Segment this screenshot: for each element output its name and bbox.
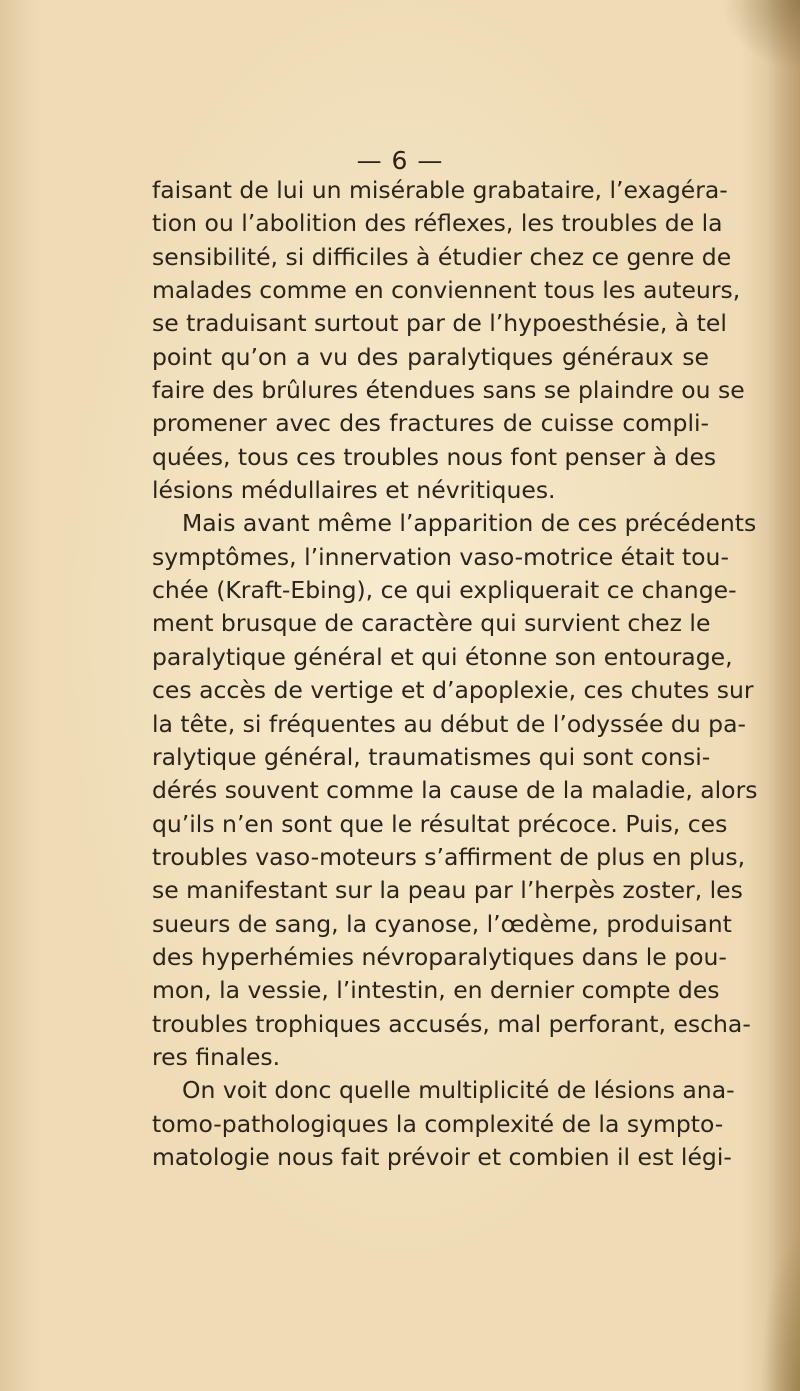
page-corner-stain-bottom [760, 1231, 800, 1391]
text-line: tion ou l’abolition des réflexes, les troubles de la [152, 209, 723, 238]
text-line: Mais avant même l’apparition de ces précédents [182, 509, 757, 538]
text-line: chée (Kraft-Ebing), ce qui expliquerait ce change- [152, 576, 737, 605]
text-line: sueurs de sang, la cyanose, l’œdème, produisant [152, 909, 732, 938]
page-corner-stain [720, 0, 800, 70]
page-number: — 6 — [356, 146, 444, 175]
paragraph-2 [152, 507, 758, 1074]
body-text [152, 174, 758, 1174]
paragraph-1 [152, 174, 745, 507]
text-line: ralytique général, traumatismes qui sont consi- [152, 742, 711, 771]
paragraph-3 [152, 1074, 735, 1174]
text-line: sensibilité, si difficiles à étudier chez ce genre de [152, 242, 732, 271]
text-line: malades comme en conviennent tous les auteurs, [152, 276, 741, 305]
text-line: On voit donc quelle multiplicité de lésions ana- [182, 1076, 735, 1105]
text-line: tomo-pathologiques la complexité de la sympto- [152, 1109, 724, 1138]
text-line: symptômes, l’innervation vaso-motrice était tou- [152, 542, 729, 571]
text-line: troubles vaso-moteurs s’affirment de plus en plus, [152, 842, 746, 871]
text-line: troubles trophiques accusés, mal perforant, escha- [152, 1009, 751, 1038]
text-line: mon, la vessie, l’intestin, en dernier compte des [152, 976, 720, 1005]
text-line: se traduisant surtout par de l’hypoesthésie, à tel [152, 309, 727, 338]
text-line: des hyperhémies névroparalytiques dans le pou- [152, 942, 727, 971]
text-line: promener avec des fractures de cuisse compli- [152, 409, 709, 438]
text-line: qu’ils n’en sont que le résultat précoce. Puis, ces [152, 809, 728, 838]
text-line: faisant de lui un misérable grabataire, l’exagéra- [152, 176, 728, 204]
text-line: paralytique général et qui étonne son entourage, [152, 642, 733, 671]
text-line: faire des brûlures étendues sans se plaindre ou se [152, 376, 745, 405]
text-line: se manifestant sur la peau par l’herpès zoster, les [152, 876, 743, 905]
text-line: ces accès de vertige et d’apoplexie, ces chutes sur [152, 676, 754, 705]
text-line: lésions médullaires et névritiques. [152, 476, 556, 505]
text-line: la tête, si fréquentes au début de l’odyssée du pa- [152, 709, 746, 738]
page-edge-shadow [766, 0, 800, 1391]
text-line: quées, tous ces troubles nous font penser à des [152, 442, 717, 471]
text-line: res finales. [152, 1042, 281, 1071]
text-line: point qu’on a vu des paralytiques généraux se [152, 342, 709, 371]
text-line: ment brusque de caractère qui survient chez le [152, 609, 711, 638]
text-line: matologie nous fait prévoir et combien il est légi- [152, 1142, 732, 1171]
text-line: dérés souvent comme la cause de la maladie, alors [152, 776, 758, 805]
